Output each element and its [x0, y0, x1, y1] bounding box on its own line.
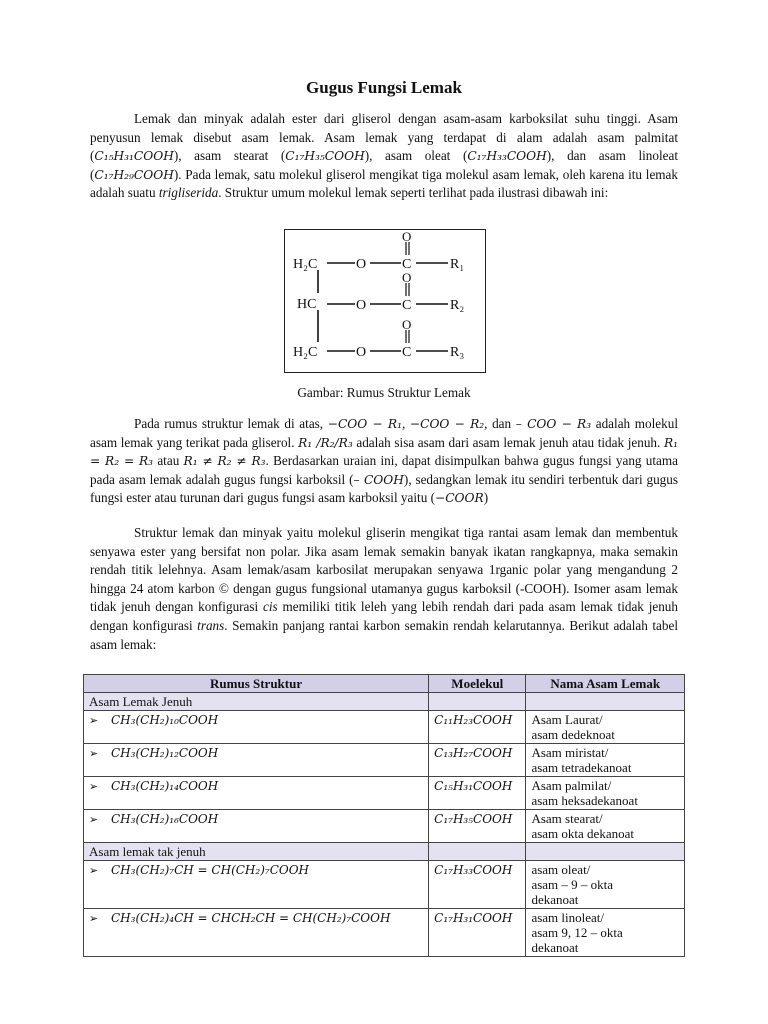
- molecular-formula: C₁₁H₂₃COOH: [434, 713, 513, 727]
- formula-palmitat: C₁₅H₃₁COOH: [94, 149, 174, 164]
- formula-stearat: C₁₇H₃₅COOH: [285, 149, 365, 164]
- term-trigliserida: trigliserida: [158, 185, 219, 201]
- molecular-formula: C₁₇H₃₁COOH: [434, 911, 513, 925]
- molecular-formula: C₁₅H₃₁COOH: [434, 779, 513, 793]
- structural-formula: CH₃(CH₂)₁₂COOH: [111, 746, 219, 760]
- expl-text-1: Pada rumus struktur lemak di atas,: [134, 416, 328, 431]
- arrow-bullet-icon: ➢: [89, 748, 99, 760]
- empty-cell: [429, 693, 526, 711]
- intro-text-6: . Struktur umum molekul lemak seperti terlihat pada ilustrasi dibawah ini:: [218, 185, 609, 201]
- expl-text-6: atau: [153, 453, 184, 469]
- acid-iupac-name: asam dedeknoat: [531, 727, 615, 742]
- structure-r1: R₁: [450, 257, 465, 272]
- formula-r-list: R₁ /R₂/R₃: [298, 435, 353, 450]
- formula-coo-r2: −COO − R₂: [409, 417, 485, 431]
- structure-h2c-top: H₂C: [293, 257, 318, 272]
- intro-text-3: ), asam oleat (: [364, 148, 468, 164]
- table-header-row: [84, 675, 685, 693]
- formula-coo-r3: – COO − R₃: [515, 417, 592, 431]
- group-label-unsaturated: Asam lemak tak jenuh: [84, 843, 429, 861]
- table-row: [84, 909, 685, 957]
- fatty-acid-table: [83, 674, 685, 957]
- intro-text-5: ). Pada lemak, satu molekul gliserol mengikat tiga molekul asam lemak, oleh karena itu lemak adalah suatu: [90, 166, 678, 201]
- expl-text-3: , dan: [484, 416, 516, 431]
- structure-carbon-2: C: [402, 298, 412, 313]
- expl-text-2: ,: [401, 416, 410, 431]
- table-row: [84, 711, 685, 744]
- acid-name: Asam palmilat/: [531, 778, 612, 793]
- acid-iupac-name-cont: dekanoat: [531, 940, 579, 955]
- empty-cell: [526, 693, 685, 711]
- group-row-saturated: [84, 693, 685, 711]
- structure-carbon-3: C: [402, 345, 412, 360]
- expl-text-9: ): [483, 490, 489, 506]
- arrow-bullet-icon: ➢: [89, 814, 99, 826]
- acid-iupac-name: asam 9, 12 – okta: [531, 925, 623, 940]
- arrow-bullet-icon: ➢: [89, 865, 99, 877]
- acid-iupac-name: asam okta dekanoat: [531, 826, 634, 841]
- intro-text-4: ), dan asam linoleat (: [90, 148, 678, 182]
- structure-carbon-1: C: [402, 257, 412, 272]
- formula-coo-r1: −COO − R₁: [327, 417, 402, 431]
- header-nama-asam: Nama Asam Lemak: [526, 675, 685, 693]
- structure-h2c-bottom: H₂C: [293, 345, 318, 360]
- expl-text-7: . Berdasarkan uraian ini, dapat disimpulkan bahwa gugus fungsi yang utama pada asam lemak adalah gugus fungsi karboksil (: [90, 453, 678, 487]
- structure-r3: R₃: [450, 345, 465, 360]
- structure-carbonyl-oxygen-2: O: [402, 270, 412, 285]
- intro-text-2: ), asam stearat (: [173, 148, 286, 164]
- group-row-unsaturated: [84, 843, 685, 861]
- expl-text-4: adalah molekul asam lemak yang terikat pada gliserol.: [90, 416, 679, 450]
- acid-name: Asam stearat/: [531, 811, 603, 826]
- intro-text-1: Lemak dan minyak adalah ester dari gliserol dengan asam-asam karboksilat suhu tinggi. Asam penyusun lemak disebut asam lemak. Asam lemak yang terdapat di alam adalah asam palmitat (: [90, 111, 678, 164]
- arrow-bullet-icon: ➢: [89, 781, 99, 793]
- molecular-formula: C₁₇H₃₅COOH: [434, 812, 513, 826]
- header-rumus-struktur: Rumus Struktur: [84, 675, 429, 693]
- structural-formula: CH₃(CH₂)₄CH = CHCH₂CH = CH(CH₂)₇COOH: [111, 911, 391, 925]
- structural-formula: CH₃(CH₂)₁₄COOH: [111, 779, 219, 793]
- arrow-bullet-icon: ➢: [89, 715, 99, 727]
- table-row: [84, 810, 685, 843]
- acid-iupac-name: asam – 9 – okta: [531, 877, 614, 892]
- structure-r2: R₂: [450, 298, 465, 313]
- acid-name: Asam miristat/: [531, 745, 609, 760]
- structure-oxygen-2: O: [356, 298, 367, 313]
- figure-caption: Gambar: Rumus Struktur Lemak: [297, 385, 471, 400]
- acid-iupac-name-cont: dekanoat: [531, 892, 579, 907]
- table-row: [84, 861, 685, 909]
- table-row: [84, 777, 685, 810]
- structural-formula: CH₃(CH₂)₁₀COOH: [111, 713, 219, 727]
- page-title: Gugus Fungsi Lemak: [306, 78, 462, 97]
- molecular-formula: C₁₃H₂₇COOH: [434, 746, 513, 760]
- formula-oleat: C₁₇H₃₃COOH: [467, 149, 547, 164]
- fat-structure-figure: [284, 229, 486, 373]
- struct-text-3: . Semakin panjang rantai karbon semakin rendah kelarutannya. Berikut adalah tabel asam lemak:: [90, 617, 679, 652]
- struct-text-2: memiliki titik leleh yang lebih rendah dari pada asam lemak tidak jenuh dengan konfigurasi: [90, 599, 678, 633]
- formula-linoleat: C₁₇H₂₉COOH: [94, 167, 174, 182]
- structure-oxygen-1: O: [356, 257, 367, 272]
- term-trans: trans: [197, 617, 225, 633]
- acid-name: Asam Laurat/: [531, 712, 603, 727]
- formula-r-equal: R₁ = R₂ = R₃: [90, 435, 678, 469]
- structural-formula: CH₃(CH₂)₇CH = CH(CH₂)₇COOH: [111, 863, 310, 877]
- structure-carbonyl-oxygen-3: O: [402, 317, 412, 332]
- header-molekul: Moelekul: [429, 675, 526, 693]
- formula-cooh: – COOH: [353, 472, 404, 487]
- empty-cell: [526, 843, 685, 861]
- structural-formula: CH₃(CH₂)₁₆COOH: [111, 812, 219, 826]
- structure-hc-middle: HC: [297, 297, 317, 312]
- intro-paragraph: [90, 110, 678, 203]
- formula-r-notequal: R₁ ≠ R₂ ≠ R₃: [183, 454, 266, 469]
- struct-text-1: Struktur lemak dan minyak yaitu molekul gliserin mengikat tiga rantai asam lemak dan membentuk senyawa ester yang bersifat non polar. Jika asam lemak semakin banyak ikatan rangkapnya, maka semakin rendah titik lelehnya. Asam lemak/asam karbosilat merupakan senyawa 1rganic polar yang mengandung 2 hingga 24 atom karbon © dengan gugus fungsional utamanya gugus karboksil (-COOH). Isomer asam lemak tidak jenuh dengan konfigurasi: [90, 525, 678, 615]
- empty-cell: [429, 843, 526, 861]
- table-row: [84, 744, 685, 777]
- acid-name: asam oleat/: [531, 862, 591, 877]
- explanation-paragraph: [90, 415, 678, 508]
- structure-oxygen-3: O: [356, 345, 367, 360]
- molecular-formula: C₁₇H₃₃COOH: [434, 863, 513, 877]
- triglyceride-structure-diagram: [285, 230, 485, 372]
- acid-iupac-name: asam tetradekanoat: [531, 760, 632, 775]
- structure-carbonyl-oxygen-1: O: [402, 230, 412, 244]
- structure-paragraph: [90, 524, 678, 654]
- expl-text-5: adalah sisa asam dari asam lemak jenuh atau tidak jenuh.: [352, 434, 664, 450]
- formula-coor: −COOR: [435, 491, 484, 506]
- group-label-saturated: Asam Lemak Jenuh: [84, 693, 429, 711]
- acid-name: asam linoleat/: [531, 910, 605, 925]
- term-cis: cis: [263, 599, 278, 615]
- acid-iupac-name: asam heksadekanoat: [531, 793, 638, 808]
- expl-text-8: ), sedangkan lemak itu sendiri terbentuk dari gugus fungsi ester atau turunan dari gugus fungsi asam karboksil yaitu (: [90, 471, 679, 506]
- arrow-bullet-icon: ➢: [89, 913, 99, 925]
